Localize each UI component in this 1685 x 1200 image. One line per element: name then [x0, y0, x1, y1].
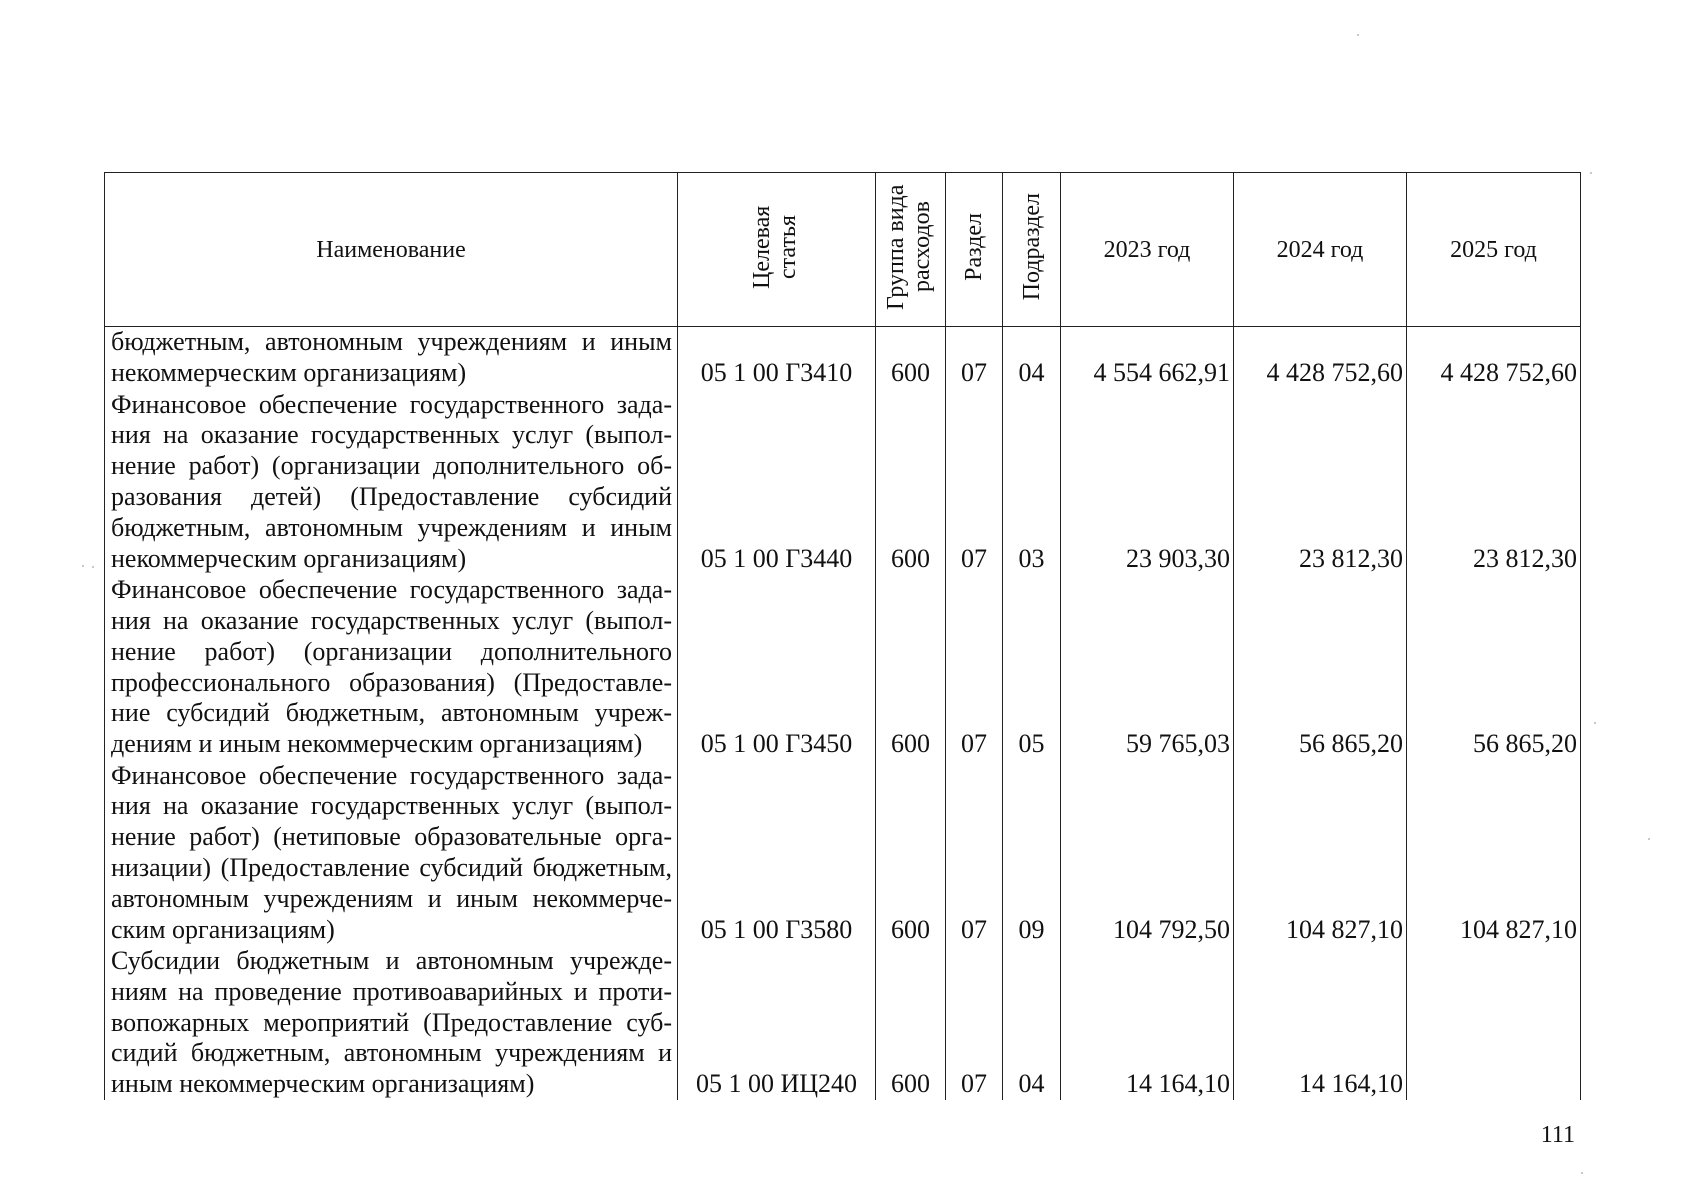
row-amount-2023: 104 792,50: [1061, 760, 1234, 946]
row-amount-2025: 23 812,30: [1407, 389, 1581, 575]
header-name: [105, 173, 678, 327]
row-amount-2025: 4 428 752,60: [1407, 327, 1581, 389]
row-section: 07: [946, 945, 1003, 1100]
row-expense-group: 600: [876, 945, 946, 1100]
row-name: Субсидии бюджетным и автономным учреждениям на проведение противоаварийных и противопожарных мероприятий (Предоставление субсидий бюджетным, автономным учреждениям и иным некоммерческим организациям): [105, 945, 678, 1100]
row-amount-2024: 56 865,20: [1234, 574, 1407, 760]
table-row: [105, 389, 1581, 575]
row-amount-2023: 23 903,30: [1061, 389, 1234, 575]
row-amount-2025: [1407, 945, 1581, 1100]
row-section: 07: [946, 389, 1003, 575]
scan-speck: [1594, 722, 1596, 724]
row-target-article: 05 1 00 Г3410: [678, 327, 876, 389]
row-target-article: 05 1 00 Г3440: [678, 389, 876, 575]
row-target-article: 05 1 00 Г3580: [678, 760, 876, 946]
row-expense-group: 600: [876, 389, 946, 575]
scan-speck: [1357, 34, 1359, 36]
header-section: [946, 173, 1003, 327]
header-expense-group: [876, 173, 946, 327]
row-amount-2025: 56 865,20: [1407, 574, 1581, 760]
row-amount-2023: 4 554 662,91: [1061, 327, 1234, 389]
header-subsection: [1003, 173, 1061, 327]
budget-table: [104, 172, 1581, 1100]
row-amount-2024: 104 827,10: [1234, 760, 1407, 946]
scan-speck: [92, 566, 94, 568]
row-target-article: 05 1 00 ИЦ240: [678, 945, 876, 1100]
row-subsection: 04: [1003, 327, 1061, 389]
header-target-article: [678, 173, 876, 327]
header-year-2024: [1234, 173, 1407, 327]
header-year-2023-label: 2023 год: [1103, 236, 1191, 263]
page-number: 111: [1540, 1122, 1575, 1148]
scan-speck: [1648, 838, 1650, 840]
header-target-article-label: Целевая статья: [748, 204, 801, 289]
header-section-label: Раздел: [961, 212, 987, 281]
table-row: [105, 327, 1581, 389]
row-amount-2025: 104 827,10: [1407, 760, 1581, 946]
row-expense-group: 600: [876, 327, 946, 389]
row-subsection: 03: [1003, 389, 1061, 575]
row-section: 07: [946, 760, 1003, 946]
header-year-2024-label: 2024 год: [1276, 236, 1364, 263]
row-amount-2023: 14 164,10: [1061, 945, 1234, 1100]
row-amount-2023: 59 765,03: [1061, 574, 1234, 760]
table-header-row: [105, 173, 1581, 327]
header-subsection-label: Подраздел: [1018, 192, 1045, 301]
header-year-2025-label: 2025 год: [1450, 236, 1537, 263]
row-amount-2024: 14 164,10: [1234, 945, 1407, 1100]
row-section: 07: [946, 574, 1003, 760]
row-amount-2024: 4 428 752,60: [1234, 327, 1407, 389]
header-year-2025: [1407, 173, 1581, 327]
row-subsection: 05: [1003, 574, 1061, 760]
scan-speck: [1590, 172, 1592, 174]
row-expense-group: 600: [876, 760, 946, 946]
table-row: [105, 760, 1581, 946]
row-name: Финансовое обеспечение государственного задания на оказание государственных услуг (выполнение работ) (нетиповые образовательные организации) (Предоставление субсидий бюджетным, автономным учреждениям и иным некоммерческим организациям): [105, 760, 678, 946]
table-row: [105, 574, 1581, 760]
row-section: 07: [946, 327, 1003, 389]
row-amount-2024: 23 812,30: [1234, 389, 1407, 575]
row-target-article: 05 1 00 Г3450: [678, 574, 876, 760]
scan-speck: [1581, 1172, 1583, 1174]
row-subsection: 09: [1003, 760, 1061, 946]
scan-speck: [82, 565, 84, 567]
row-name: Финансовое обеспечение государственного задания на оказание государственных услуг (выполнение работ) (организации дополнительного образования детей) (Предоставление субсидий бюджетным, автономным учреждениям и иным некоммерческим организациям): [105, 389, 678, 575]
table-row: [105, 945, 1581, 1100]
header-year-2023: [1061, 173, 1234, 327]
header-name-label: Наименование: [316, 236, 466, 263]
row-subsection: 04: [1003, 945, 1061, 1100]
row-name: Финансовое обеспечение государственного задания на оказание государственных услуг (выполнение работ) (организации дополнительного профессионального образования) (Предоставление субсидий бюджетным, автономным учреждениям и иным некоммерческим организациям): [105, 574, 678, 760]
header-expense-group-label: Группа вида расходов: [882, 183, 935, 310]
row-name: бюджетным, автономным учреждениям и иным некоммерческим организациям): [105, 327, 678, 389]
row-expense-group: 600: [876, 574, 946, 760]
